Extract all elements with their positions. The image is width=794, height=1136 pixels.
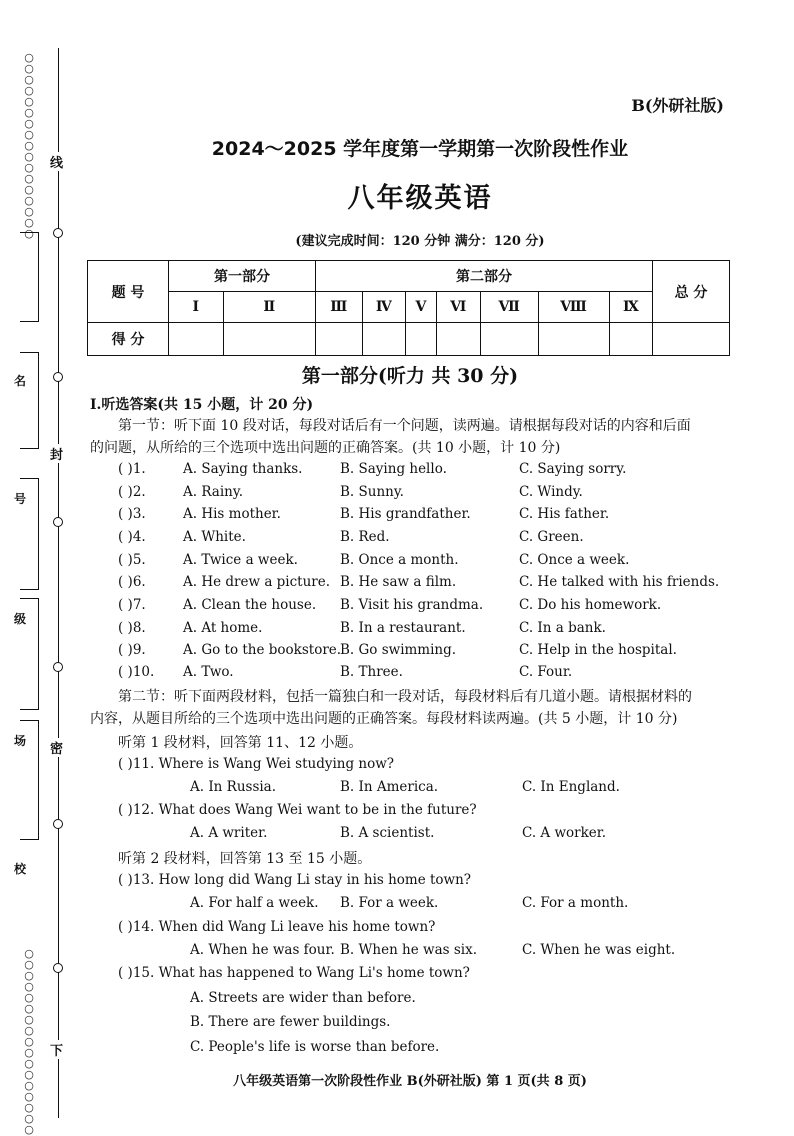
option-b[interactable]: B. Go swimming.: [340, 642, 457, 658]
option-c[interactable]: C. People's life is worse than before.: [190, 1039, 440, 1055]
answer-blank[interactable]: ( )5.: [118, 552, 146, 568]
question-12-stem[interactable]: ( )12. What does Wang Wei want to be in the future?: [118, 802, 477, 818]
option-a[interactable]: A. His mother.: [183, 506, 281, 522]
option-c[interactable]: C. His father.: [519, 506, 610, 522]
option-b[interactable]: B. Red.: [340, 529, 390, 545]
answer-blank[interactable]: ( )8.: [118, 620, 146, 636]
column-header: Ⅶ: [480, 292, 538, 323]
option-a[interactable]: A. White.: [183, 529, 246, 545]
option-c[interactable]: C. Do his homework.: [519, 597, 662, 613]
option-b[interactable]: B. In America.: [340, 779, 439, 795]
option-c[interactable]: C. A worker.: [522, 825, 607, 841]
school-label: 校: [14, 862, 27, 876]
section2-instructions-line1: 第二节：听下面两段材料，包括一篇独白和一段对话，每段材料后有几道小题。请根据材料的: [118, 689, 692, 705]
option-b[interactable]: B. In a restaurant.: [340, 620, 466, 636]
option-b[interactable]: B. For a week.: [340, 895, 439, 911]
score-cell[interactable]: [362, 323, 406, 356]
page-footer: 八年级英语第一次阶段性作业 B(外研社版) 第 1 页(共 8 页): [233, 1074, 587, 1089]
score-cell[interactable]: [406, 323, 437, 356]
binding-dots-top: ○ ○ ○ ○ ○ ○ ○ ○ ○ ○ ○ ○ ○ ○ ○ ○ ○: [24, 51, 34, 240]
score-cell[interactable]: [436, 323, 480, 356]
answer-blank[interactable]: ( )6.: [118, 574, 146, 590]
seal-char-seal: 封: [50, 444, 63, 463]
exam-title: 2024～2025 学年度第一学期第一次阶段性作业: [211, 138, 629, 160]
material-one-heading: 听第 1 段材料，回答第 11、12 小题。: [118, 735, 363, 751]
seal-char-bottom: 下: [50, 1040, 63, 1059]
column-header: Ⅳ: [362, 292, 406, 323]
option-b[interactable]: B. Three.: [340, 664, 403, 680]
column-header: Ⅵ: [436, 292, 480, 323]
option-a[interactable]: A. Go to the bookstore.: [183, 642, 342, 658]
option-b[interactable]: B. Visit his grandma.: [340, 597, 484, 613]
column-header: Ⅱ: [223, 292, 315, 323]
binding-ring: [53, 963, 63, 973]
score-cell[interactable]: [480, 323, 538, 356]
option-c[interactable]: C. Once a week.: [519, 552, 630, 568]
time-and-score: (建议完成时间：120 分钟 满分：120 分): [295, 234, 545, 249]
option-b[interactable]: B. When he was six.: [340, 942, 477, 958]
option-c[interactable]: C. Help in the hospital.: [519, 642, 677, 658]
option-a[interactable]: A. Streets are wider than before.: [190, 990, 416, 1006]
option-c[interactable]: C. Windy.: [519, 484, 583, 500]
column-header: Ⅲ: [315, 292, 362, 323]
option-c[interactable]: C. Green.: [519, 529, 584, 545]
section1-instructions-line1: 第一节：听下面 10 段对话，每段对话后有一个问题，读两遍。请根据每段对话的内容和后面: [118, 418, 691, 434]
answer-blank[interactable]: ( )2.: [118, 484, 146, 500]
option-a[interactable]: A. He drew a picture.: [183, 574, 331, 590]
option-c[interactable]: C. For a month.: [522, 895, 629, 911]
option-a[interactable]: A. A writer.: [190, 825, 268, 841]
seal-char-dense: 密: [50, 738, 63, 757]
seal-char-line: 线: [50, 152, 63, 171]
option-c[interactable]: C. In a bank.: [519, 620, 606, 636]
score-cell[interactable]: [609, 323, 652, 356]
section-title: Ⅰ.听选答案(共 15 小题，计 20 分): [90, 397, 314, 413]
option-c[interactable]: C. He talked with his friends.: [519, 574, 720, 590]
material-two-heading: 听第 2 段材料，回答第 13 至 15 小题。: [118, 851, 372, 867]
option-b[interactable]: B. A scientist.: [340, 825, 435, 841]
number-label: 号: [14, 492, 27, 506]
option-a[interactable]: A. In Russia.: [190, 779, 277, 795]
binding-ring: [53, 819, 63, 829]
edition-label: B(外研社版): [631, 96, 724, 115]
binding-ring: [53, 662, 63, 672]
score-row-header: 得 分: [88, 323, 169, 356]
option-a[interactable]: A. At home.: [183, 620, 263, 636]
question-number-header: 题 号: [88, 261, 169, 323]
binding-dots-bottom: ○ ○ ○ ○ ○ ○ ○ ○ ○ ○ ○ ○ ○ ○ ○ ○ ○: [24, 947, 34, 1136]
score-cell[interactable]: [538, 323, 609, 356]
question-15-stem[interactable]: ( )15. What has happened to Wang Li's home town?: [118, 965, 470, 981]
option-a[interactable]: A. Rainy.: [183, 484, 243, 500]
total-score-header: 总 分: [653, 261, 730, 323]
question-13-stem[interactable]: ( )13. How long did Wang Li stay in his home town?: [118, 872, 472, 888]
option-b[interactable]: B. He saw a film.: [340, 574, 457, 590]
score-cell[interactable]: [315, 323, 362, 356]
question-14-stem[interactable]: ( )14. When did Wang Li leave his home town?: [118, 919, 436, 935]
answer-blank[interactable]: ( )10.: [118, 664, 155, 680]
section1-instructions-line2: 的问题，从所给的三个选项中选出问题的正确答案。(共 10 小题，计 10 分): [90, 440, 561, 456]
section2-instructions-line2: 内容，从题目所给的三个选项中选出问题的正确答案。每段材料读两遍。(共 5 小题，计 10 分): [90, 711, 678, 727]
column-header: Ⅷ: [538, 292, 609, 323]
subject-title: 八年级英语: [347, 183, 493, 214]
option-b[interactable]: B. His grandfather.: [340, 506, 471, 522]
score-cell[interactable]: [169, 323, 224, 356]
part-one-header: 第一部分: [169, 261, 316, 292]
option-a[interactable]: A. Twice a week.: [183, 552, 298, 568]
answer-blank[interactable]: ( )1.: [118, 461, 146, 477]
answer-blank[interactable]: ( )3.: [118, 506, 146, 522]
part-one-heading: 第一部分(听力 共 30 分): [301, 365, 519, 387]
column-header: Ⅸ: [609, 292, 652, 323]
name-label: 名: [14, 374, 27, 388]
option-b[interactable]: B. Sunny.: [340, 484, 404, 500]
option-a[interactable]: A. Saying thanks.: [183, 461, 303, 477]
option-a[interactable]: A. Clean the house.: [183, 597, 317, 613]
question-11-stem[interactable]: ( )11. Where is Wang Wei studying now?: [118, 756, 395, 772]
answer-blank[interactable]: ( )9.: [118, 642, 146, 658]
option-c[interactable]: C. Four.: [519, 664, 573, 680]
score-table: [87, 260, 730, 356]
column-header: Ⅴ: [406, 292, 437, 323]
score-cell[interactable]: [223, 323, 315, 356]
binding-ring: [53, 517, 63, 527]
binding-margin: [0, 0, 80, 1136]
option-a[interactable]: A. For half a week.: [190, 895, 319, 911]
room-label: 场: [14, 734, 27, 748]
option-a[interactable]: A. When he was four.: [190, 942, 335, 958]
option-a[interactable]: A. Two.: [183, 664, 234, 680]
option-c[interactable]: C. Saying sorry.: [519, 461, 627, 477]
part-two-header: 第二部分: [315, 261, 652, 292]
option-b[interactable]: B. There are fewer buildings.: [190, 1014, 391, 1030]
answer-blank[interactable]: ( )4.: [118, 529, 146, 545]
option-b[interactable]: B. Saying hello.: [340, 461, 447, 477]
class-label: 级: [14, 612, 27, 626]
column-header: Ⅰ: [169, 292, 224, 323]
option-c[interactable]: C. When he was eight.: [522, 942, 676, 958]
answer-blank[interactable]: ( )7.: [118, 597, 146, 613]
option-b[interactable]: B. Once a month.: [340, 552, 459, 568]
option-c[interactable]: C. In England.: [522, 779, 620, 795]
total-score-cell[interactable]: [653, 323, 730, 356]
